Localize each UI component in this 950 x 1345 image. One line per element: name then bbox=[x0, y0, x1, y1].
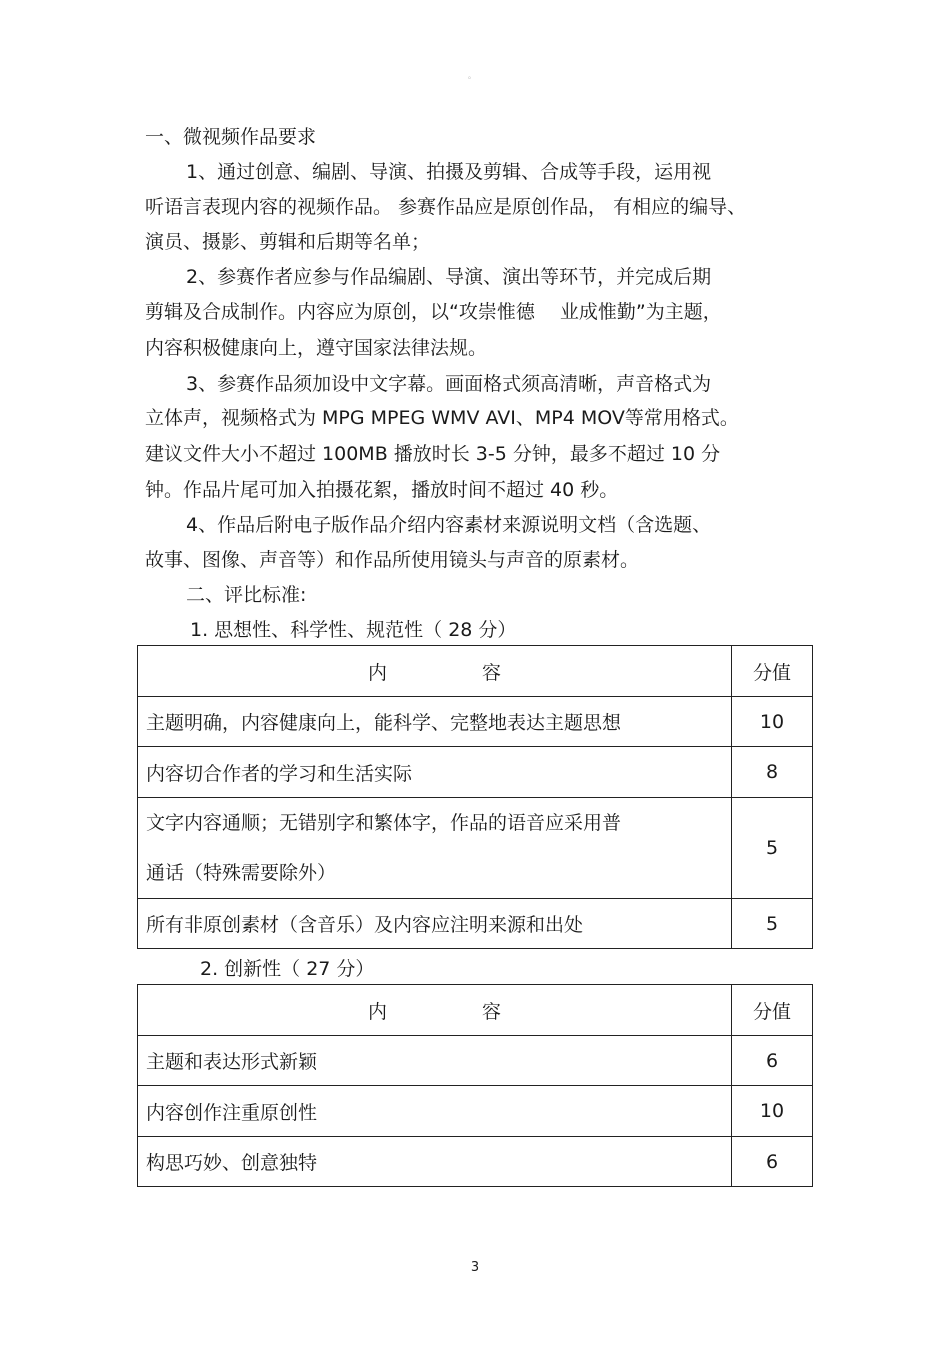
row-score: 10 bbox=[732, 1086, 813, 1137]
row-content bbox=[138, 798, 732, 899]
row-score: 5 bbox=[732, 899, 813, 949]
header-mark: 。 bbox=[468, 71, 476, 80]
row-content-line: 通话（特殊需要除外） bbox=[146, 862, 337, 884]
table-header-row bbox=[138, 646, 813, 697]
header-score: 分值 bbox=[732, 985, 813, 1036]
row-score: 6 bbox=[732, 1137, 813, 1187]
header-content: 内 容 bbox=[138, 646, 732, 697]
table-title-ideology: 1. 思想性、科学性、规范性（ 28 分） bbox=[190, 619, 517, 641]
row-score: 5 bbox=[732, 798, 813, 899]
row-score: 6 bbox=[732, 1036, 813, 1086]
row-score: 8 bbox=[732, 747, 813, 798]
row-content: 主题明确，内容健康向上，能科学、完整地表达主题思想 bbox=[138, 697, 732, 747]
paragraph-line: 内容积极健康向上，遵守国家法律法规。 bbox=[145, 337, 488, 359]
paragraph-line: 4、作品后附电子版作品介绍内容素材来源说明文档（含选题、 bbox=[186, 514, 712, 536]
paragraph-line: 立体声，视频格式为 MPG MPEG WMV AVI、MP4 MOV等常用格式。 bbox=[145, 407, 739, 429]
row-content: 所有非原创素材（含音乐）及内容应注明来源和出处 bbox=[138, 899, 732, 949]
paragraph-line: 1、通过创意、编剧、导演、拍摄及剪辑、合成等手段，运用视 bbox=[186, 161, 712, 183]
table-title-innovation: 2. 创新性（ 27 分） bbox=[200, 958, 375, 980]
criteria-table-ideology bbox=[137, 645, 813, 949]
row-content: 主题和表达形式新颖 bbox=[138, 1036, 732, 1086]
section-title-requirements: 一、微视频作品要求 bbox=[145, 126, 317, 148]
paragraph-line: 剪辑及合成制作。内容应为原创，以“攻崇惟德 业成惟勤”为主题， bbox=[145, 301, 722, 323]
table-row bbox=[138, 1036, 813, 1086]
paragraph-line: 故事、图像、声音等）和作品所使用镜头与声音的原素材。 bbox=[145, 549, 640, 571]
section-title-criteria: 二、评比标准: bbox=[186, 584, 307, 606]
header-score: 分值 bbox=[732, 646, 813, 697]
row-score: 10 bbox=[732, 697, 813, 747]
table-header-row bbox=[138, 985, 813, 1036]
paragraph-line: 听语言表现内容的视频作品。 参赛作品应是原创作品， 有相应的编导、 bbox=[145, 196, 747, 218]
row-content-line: 文字内容通顺；无错别字和繁体字，作品的语音应采用普 bbox=[146, 812, 622, 834]
paragraph-line: 建议文件大小不超过 100MB 播放时长 3-5 分钟，最多不超过 10 分 bbox=[145, 443, 721, 465]
table-row bbox=[138, 899, 813, 949]
paragraph-line: 演员、摄影、剪辑和后期等名单； bbox=[145, 231, 431, 253]
header-content: 内 容 bbox=[138, 985, 732, 1036]
page-number: 3 bbox=[470, 1260, 480, 1275]
row-content: 内容切合作者的学习和生活实际 bbox=[138, 747, 732, 798]
row-content: 构思巧妙、创意独特 bbox=[138, 1137, 732, 1187]
paragraph-line: 钟。作品片尾可加入拍摄花絮，播放时间不超过 40 秒。 bbox=[145, 479, 619, 501]
table-row bbox=[138, 798, 813, 899]
paragraph-line: 3、参赛作品须加设中文字幕。画面格式须高清晰，声音格式为 bbox=[186, 373, 712, 395]
row-content: 内容创作注重原创性 bbox=[138, 1086, 732, 1137]
table-row bbox=[138, 747, 813, 798]
paragraph-line: 2、参赛作者应参与作品编剧、导演、演出等环节，并完成后期 bbox=[186, 266, 712, 288]
table-row bbox=[138, 1137, 813, 1187]
criteria-table-innovation bbox=[137, 984, 813, 1187]
table-row bbox=[138, 1086, 813, 1137]
table-row bbox=[138, 697, 813, 747]
